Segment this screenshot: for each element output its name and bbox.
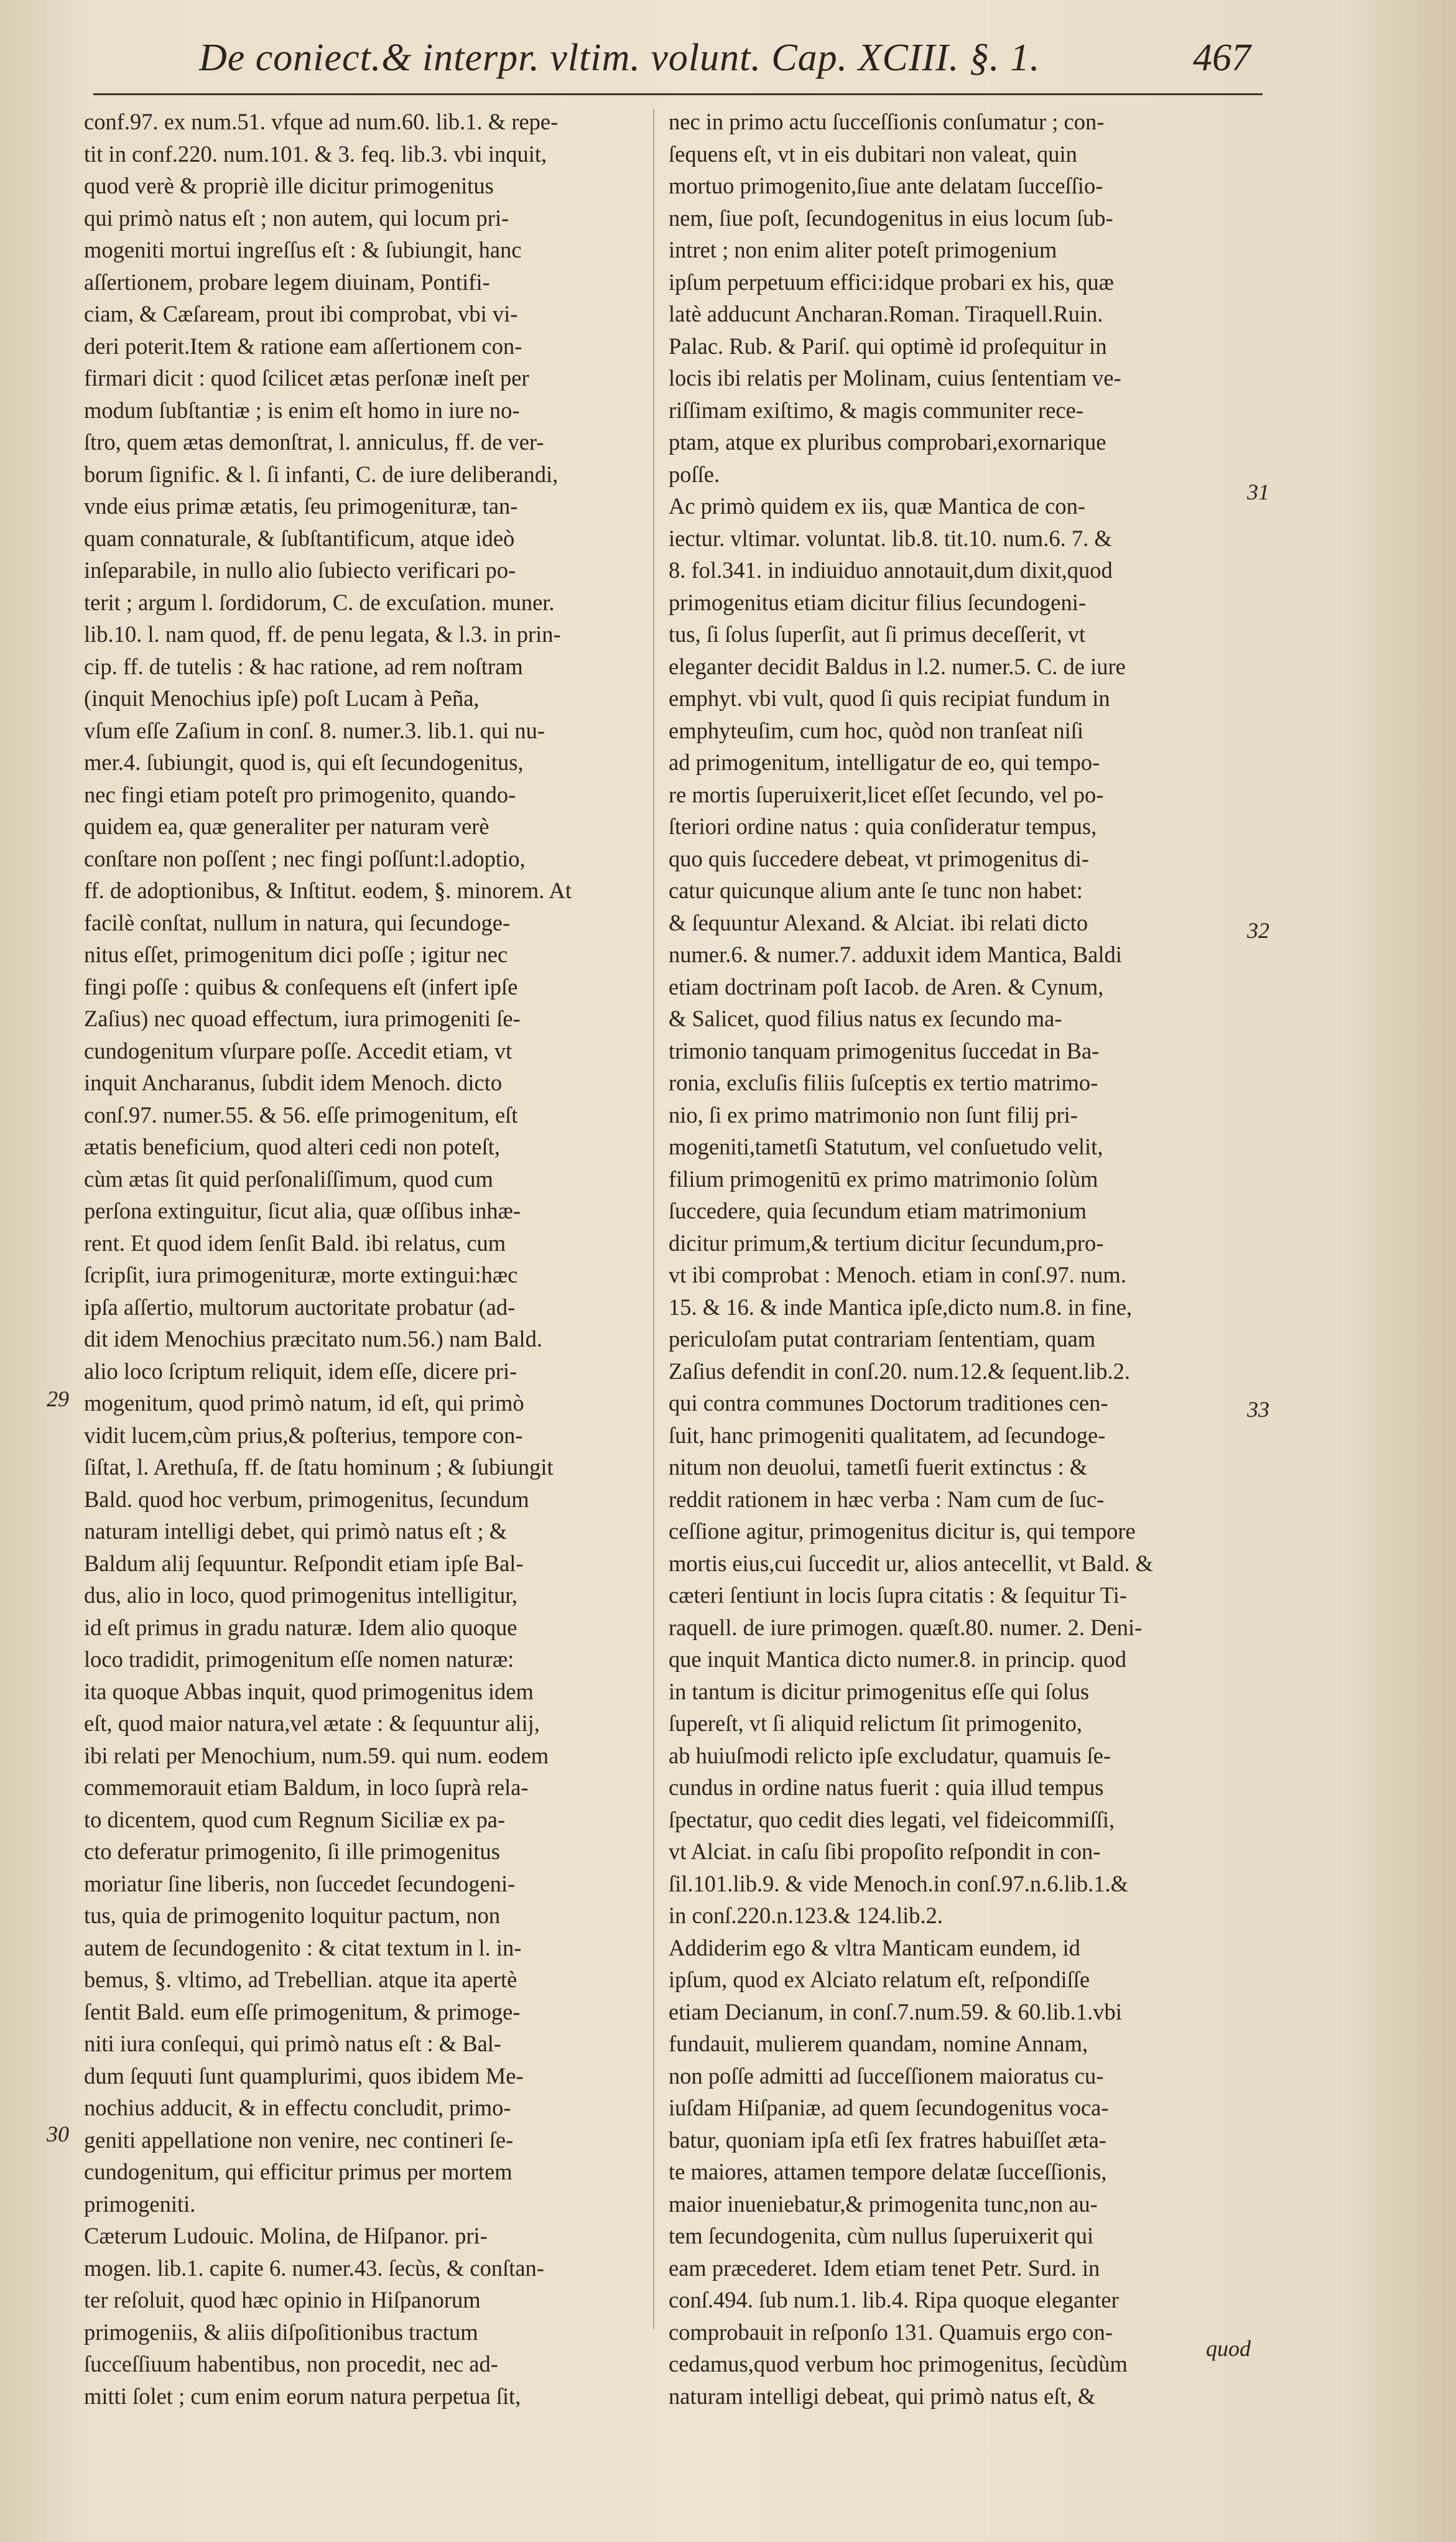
text-line: cundogenitum vſurpare poſſe. Accedit etiam, vt [84, 1037, 512, 1064]
text-line: intret ; non enim aliter poteſt primogenium [669, 237, 1057, 262]
text-line: ſteriori ordine natus : quia conſideratur tempus, [669, 814, 1097, 839]
text-line: Zaſius) nec quoad effectum, iura primogeniti ſe- [84, 1006, 521, 1031]
text-line: numer.6. & numer.7. adduxit idem Mantica, Baldi [669, 942, 1122, 967]
text-line: maior inueniebatur,& primogenita tunc,non au- [669, 2191, 1098, 2217]
text-line: re mortis ſuperuixerit,licet eſſet ſecundo, vel po- [669, 781, 1104, 807]
text-line: nochius adducit, & in effectu concludit, primo- [84, 2095, 511, 2120]
text-line: nitum non deuolui, tametſi fuerit extinctus : & [669, 1454, 1088, 1480]
text-line: ſil.101.lib.9. & vide Menoch.in conſ.97.n.6.lib.1.& [669, 1870, 1129, 1896]
text-line: nec in primo actu ſucceſſionis conſumatur ; con- [669, 109, 1105, 134]
text-line: conſ.494. ſub num.1. lib.4. Ripa quoque eleganter [669, 2287, 1119, 2312]
text-line: riſſimam exiſtimo, & magis communiter rece- [669, 397, 1083, 423]
text-line: que inquit Mantica dicto numer.8. in princip. quod [669, 1646, 1126, 1672]
text-line: borum ſignific. & l. ſi infanti, C. de iure deliberandi, [84, 461, 559, 487]
text-line: reddit rationem in hæc verba : Nam cum de ſuc- [669, 1486, 1105, 1512]
text-line: ptam, atque ex pluribus comprobari,exornarique [669, 429, 1106, 455]
text-line: eleganter decidit Baldus in l.2. numer.5. C. de iure [669, 653, 1126, 679]
text-line: lib.10. l. nam quod, ff. de penu legata, & l.3. in prin- [84, 621, 561, 647]
text-line: emphyt. vbi vult, quod ſi quis recipiat fundum in [669, 685, 1110, 711]
text-line: ſequens eſt, vt in eis dubitari non valeat, quin [669, 141, 1077, 167]
text-line: & ſequuntur Alexand. & Alciat. ibi relati dicto [669, 909, 1088, 935]
text-line: non poſſe admitti ad ſucceſſionem maioratus cu- [669, 2062, 1104, 2089]
text-line: qui primò natus eſt ; non autem, qui locum pri- [84, 205, 509, 231]
margin-number: 32 [1247, 918, 1269, 943]
text-line: vidit lucem,cùm prius,& poſterius, tempore con- [84, 1422, 523, 1448]
text-line: ipſa aſſertio, multorum auctoritate probatur (ad- [84, 1294, 516, 1320]
text-line: ætatis beneficium, quod alteri cedi non poteſt, [84, 1134, 500, 1159]
margin-number: 29 [47, 1386, 69, 1411]
text-line: deri poterit.Item & ratione eam aſſertionem con- [84, 333, 522, 359]
text-line: ibi relati per Menochium, num.59. qui num. eodem [84, 1742, 549, 1768]
text-line: trimonio tanquam primogenitus ſuccedat in Ba- [669, 1037, 1100, 1064]
text-line: firmari dicit : quod ſcilicet ætas perſonæ ineſt per [84, 365, 529, 391]
text-line: geniti appellatione non venire, nec contineri ſe- [84, 2127, 514, 2153]
text-line: primogeniti. [84, 2191, 196, 2217]
text-line: (inquit Menochius ipſe) poſt Lucam à Peña, [84, 685, 480, 711]
text-line: mogen. lib.1. capite 6. numer.43. ſecùs, & conſtan- [84, 2255, 544, 2281]
text-line: terit ; argum l. ſordidorum, C. de excuſation. muner. [84, 589, 555, 615]
text-line: Baldum alij ſequuntur. Reſpondit etiam ipſe Bal- [84, 1550, 524, 1576]
text-line: quod verè & propriè ille dicitur primogenitus [84, 173, 494, 198]
text-line: ſpectatur, quo cedit dies legati, vel fideicommiſſi, [669, 1806, 1115, 1832]
text-line: mogeniti mortui ingreſſus eſt : & ſubiungit, hanc [84, 237, 522, 262]
text-line: aſſertionem, probare legem diuinam, Pontifi- [84, 269, 490, 295]
text-line: Addiderim ego & vltra Manticam eundem, id [669, 1934, 1080, 1960]
text-line: 8. fol.341. in indiuiduo annotauit,dum dixit,quod [669, 557, 1113, 583]
text-line: autem de ſecundogenito : & citat textum in l. in- [84, 1934, 522, 1960]
text-line: naturam intelligi debet, qui primò natus eſt ; & [84, 1518, 508, 1544]
text-line: comprobauit in reſponſo 131. Quamuis ergo con- [669, 2319, 1113, 2345]
right-column [669, 106, 1228, 2412]
text-line: tus, quia de primogenito loquitur pactum, non [84, 1903, 501, 1928]
running-title: De coniect.& interpr. vltim. volunt. Cap. XCIII. §. 1. [199, 37, 1041, 79]
text-line: id eſt primus in gradu naturæ. Idem alio quoque [84, 1614, 517, 1640]
text-line: locis ibi relatis per Molinam, cuius ſententiam ve- [669, 365, 1121, 391]
text-line: latè adducunt Ancharan.Roman. Tiraquell.Ruin. [669, 301, 1103, 327]
text-line: cæteri ſentiunt in locis ſupra citatis : & ſequitur Ti- [669, 1582, 1128, 1608]
text-line: niti iura conſequi, qui primò natus eſt : & Bal- [84, 2031, 502, 2056]
text-line: ff. de adoptionibus, & Inſtitut. eodem, §. minorem. At [84, 878, 572, 903]
text-line: perſona extinguitur, ſicut alia, quæ oſſibus inhæ- [84, 1198, 521, 1223]
text-line: in tantum is dicitur primogenitus eſſe qui ſolus [669, 1678, 1090, 1704]
text-line: nio, ſi ex primo matrimonio non ſunt filij pri- [669, 1102, 1078, 1128]
text-line: vt ibi comprobat : Menoch. etiam in conſ.97. num. [669, 1262, 1126, 1287]
text-line: ſuccedere, quia ſecundum etiam matrimonium [669, 1198, 1087, 1223]
text-line: conſtare non poſſent ; nec fingi poſſunt:l.adoptio, [84, 845, 526, 871]
text-line: cip. ff. de tutelis : & hac ratione, ad rem noſtram [84, 653, 523, 679]
text-line: ſtro, quem ætas demonſtrat, l. anniculus, ff. de ver- [84, 429, 544, 455]
text-line: & Salicet, quod filius natus ex ſecundo ma- [669, 1006, 1062, 1031]
header-rule [93, 93, 1263, 95]
text-line: qui contra communes Doctorum traditiones cen- [669, 1390, 1108, 1416]
text-line: eam præcederet. Idem etiam tenet Petr. Surd. in [669, 2255, 1100, 2281]
text-line: iuſdam Hiſpaniæ, ad quem ſecundogenitus voca- [669, 2095, 1109, 2120]
text-line: quo quis ſuccedere debeat, vt primogenitus di- [669, 845, 1090, 871]
text-line: ter reſoluit, quod hæc opinio in Hiſpanorum [84, 2287, 481, 2312]
text-line: dit idem Menochius præcitato num.56.) nam Bald. [84, 1326, 542, 1352]
text-line: ſcripſit, iura primogenituræ, morte extingui:hæc [84, 1262, 518, 1287]
text-line: raquell. de iure primogen. quæſt.80. numer. 2. Deni- [669, 1614, 1143, 1640]
text-line: filium primogenitū ex primo matrimonio ſolùm [669, 1166, 1098, 1192]
text-line: 15. & 16. & inde Mantica ipſe,dicto num.8. in fine, [669, 1294, 1133, 1320]
text-line: mortis eius,cui ſuccedit ur, alios antecellit, vt Bald. & [669, 1550, 1154, 1576]
margin-number: 33 [1247, 1397, 1269, 1422]
text-line: ſucceſſiuum habentibus, non procedit, nec ad- [84, 2351, 498, 2377]
text-line: periculoſam putat contrariam ſententiam, quam [669, 1326, 1096, 1352]
text-line: vt Alciat. in caſu ſibi propoſito reſpondit in con- [669, 1839, 1101, 1864]
text-line: vſum eſſe Zaſium in conſ. 8. numer.3. lib.1. qui nu- [84, 717, 545, 743]
text-line: cùm ætas ſit quid perſonaliſſimum, quod cum [84, 1166, 493, 1192]
text-line: mitti ſolet ; cum enim eorum natura perpetua ſit, [84, 2383, 521, 2409]
text-line: inquit Ancharanus, ſubdit idem Menoch. dicto [84, 1070, 503, 1095]
text-line: Ac primò quidem ex iis, quæ Mantica de con- [669, 493, 1086, 519]
text-line: to dicentem, quod cum Regnum Siciliæ ex pa- [84, 1806, 506, 1832]
text-line: poſſe. [669, 461, 720, 487]
text-line: fingi poſſe : quibus & conſequens eſt (infert ipſe [84, 973, 518, 1000]
text-line: modum ſubſtantiæ ; is enim eſt homo in iure no- [84, 397, 520, 423]
text-line: ſentit Bald. eum eſſe primogenitum, & primoge- [84, 1998, 521, 2025]
text-line: commemorauit etiam Baldum, in loco ſuprà rela- [84, 1774, 529, 1800]
text-line: eſt, quod maior natura,vel ætate : & ſequuntur alij, [84, 1710, 540, 1736]
page-number: 467 [1193, 37, 1251, 79]
catchword: quod [1206, 2336, 1251, 2361]
text-line: tus, ſi ſolus ſuperſit, aut ſi primus deceſſerit, vt [669, 621, 1086, 647]
text-line: dicitur primum,& tertium dicitur ſecundum,pro- [669, 1230, 1104, 1256]
text-line: mogenitum, quod primò natum, id eſt, qui primò [84, 1390, 524, 1416]
text-line: mortuo primogenito,ſiue ante delatam ſucceſſio- [669, 173, 1103, 198]
text-line: dum ſequuti ſunt quamplurimi, quos ibidem Me- [84, 2062, 524, 2089]
column-divider [653, 109, 654, 2329]
text-line: facilè conſtat, nullum in natura, qui ſecundoge- [84, 909, 511, 935]
text-line: iectur. vltimar. voluntat. lib.8. tit.10. num.6. 7. & [669, 525, 1112, 551]
text-line: cto deferatur primogenito, ſi ille primogenitus [84, 1839, 500, 1864]
text-line: loco tradidit, primogenitum eſſe nomen naturæ: [84, 1646, 514, 1672]
text-line: conf.97. ex num.51. vfque ad num.60. lib.1. & repe- [84, 109, 559, 134]
text-line: ita quoque Abbas inquit, quod primogenitus idem [84, 1678, 534, 1704]
text-line: primogenitus etiam dicitur filius ſecundogeni- [669, 589, 1087, 615]
text-line: tem ſecundogenita, cùm nullus ſuperuixerit qui [669, 2223, 1094, 2248]
text-line: etiam doctrinam poſt Iacob. de Aren. & Cynum, [669, 973, 1104, 1000]
text-line: conſ.97. numer.55. & 56. eſſe primogenitum, eſt [84, 1102, 518, 1128]
text-line: ſiſtat, l. Arethuſa, ff. de ſtatu hominum ; & ſubiungit [84, 1454, 554, 1480]
left-column [84, 106, 644, 2412]
text-line: batur, quoniam ipſa etſi ſex fratres habuiſſet æta- [669, 2127, 1106, 2153]
text-line: ad primogenitum, intelligatur de eo, qui tempo- [669, 749, 1100, 775]
text-line: cedamus,quod verbum hoc primogenitus, ſecùdùm [669, 2351, 1128, 2377]
text-line: catur quicunque alium ante ſe tunc non habet: [669, 878, 1083, 903]
text-line: quidem ea, quæ generaliter per naturam verè [84, 814, 489, 839]
text-line: cundogenitum, qui efficitur primus per mortem [84, 2159, 512, 2184]
text-line: emphyteuſim, cum hoc, quòd non tranſeat niſi [669, 717, 1083, 743]
text-line: Zaſius defendit in conſ.20. num.12.& ſequent.lib.2. [669, 1358, 1131, 1384]
text-line: nitus eſſet, primogenitum dici poſſe ; igitur nec [84, 942, 508, 967]
margin-number: 30 [47, 2122, 69, 2146]
text-line: ſuit, hanc primogeniti qualitatem, ad ſecundoge- [669, 1422, 1106, 1448]
text-line: mer.4. ſubiungit, quod is, qui eſt ſecundogenitus, [84, 749, 524, 775]
text-line: etiam Decianum, in conſ.7.num.59. & 60.lib.1.vbi [669, 1998, 1122, 2025]
text-line: nem, ſiue poſt, ſecundogenitus in eius locum ſub- [669, 205, 1113, 231]
margin-number: 31 [1247, 480, 1269, 504]
text-line: ceſſione agitur, primogenitus dicitur is, qui tempore [669, 1518, 1136, 1544]
text-line: nec fingi etiam poteſt pro primogenito, quando- [84, 781, 516, 807]
text-line: ciam, & Cæſaream, prout ibi comprobat, vbi vi- [84, 301, 518, 327]
text-line: in conſ.220.n.123.& 124.lib.2. [669, 1903, 944, 1928]
text-line: moriatur ſine liberis, non ſuccedet ſecundogeni- [84, 1870, 516, 1896]
text-line: ſupereſt, vt ſi aliquid relictum ſit primogenito, [669, 1710, 1082, 1736]
text-line: quam connaturale, & ſubſtantificum, atque ideò [84, 525, 515, 551]
text-line: Palac. Rub. & Pariſ. qui optimè id proſequitur in [669, 333, 1107, 359]
text-line: primogeniis, & aliis diſpoſitionibus tractum [84, 2319, 478, 2345]
text-line: tit in conf.220. num.101. & 3. feq. lib.3. vbi inquit, [84, 141, 547, 167]
text-line: vnde eius primæ ætatis, ſeu primogenituræ, tan- [84, 493, 518, 519]
text-line: alio loco ſcriptum reliquit, idem eſſe, dicere pri- [84, 1358, 517, 1384]
text-line: Bald. quod hoc verbum, primogenitus, ſecundum [84, 1486, 529, 1512]
text-line: inſeparabile, in nullo alio ſubiecto verificari po- [84, 557, 516, 583]
page-header [0, 36, 1456, 92]
text-line: mogeniti,tametſi Statutum, vel conſuetudo velit, [669, 1134, 1103, 1159]
text-line: Cæterum Ludouic. Molina, de Hiſpanor. pri- [84, 2223, 488, 2248]
text-line: te maiores, attamen tempore delatæ ſucceſſionis, [669, 2159, 1107, 2184]
text-line: naturam intelligi debeat, qui primò natus eſt, & [669, 2383, 1096, 2409]
text-line: ronia, excluſis filiis ſuſceptis ex tertio matrimo- [669, 1070, 1098, 1095]
text-line: ipſum, quod ex Alciato relatum eſt, reſpondiſſe [669, 1967, 1090, 1992]
text-line: rent. Et quod idem ſenſit Bald. ibi relatus, cum [84, 1230, 506, 1256]
text-line: dus, alio in loco, quod primogenitus intelligitur, [84, 1582, 518, 1608]
text-line: fundauit, mulierem quandam, nomine Annam, [669, 2031, 1088, 2056]
text-line: bemus, §. vltimo, ad Trebellian. atque ita apertè [84, 1967, 517, 1992]
text-line: cundus in ordine natus fuerit : quia illud tempus [669, 1774, 1104, 1800]
text-line: ipſum perpetuum effici:idque probari ex his, quæ [669, 269, 1114, 295]
text-line: ab huiuſmodi relicto ipſe excludatur, quamuis ſe- [669, 1742, 1111, 1768]
